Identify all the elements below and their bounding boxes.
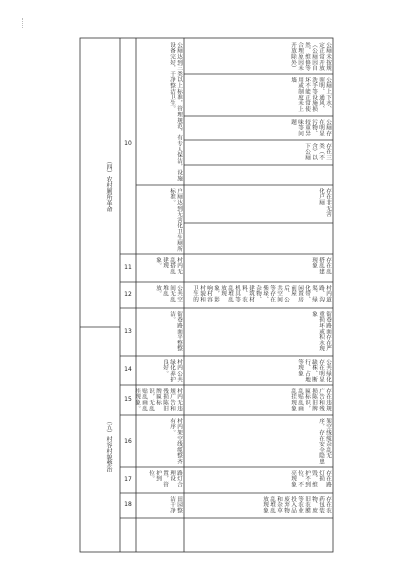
deduction-note: 村内道路、沟渠、绿化带、闲置房前屋后、公共空间等存在柴垛、杂物、建筑材料、农机具等乱堆乱放现象，影响村容村貌和卫生的: [192, 285, 331, 303]
standard-text: [138, 521, 182, 550]
standard-text: 村内架空线缆整齐有序。: [169, 418, 182, 465]
standard-text: 公共空间无乱堆乱放。: [155, 285, 182, 303]
standard-text: 田园整洁干净: [169, 496, 182, 514]
deduction-note: 公厕存在明显污物、较重异味等问题: [290, 119, 331, 137]
row-number: 10: [124, 140, 132, 147]
deduction-note: 存在乱搭乱建现象: [311, 257, 331, 275]
category-village-appearance: （五）村容村貌整治: [105, 418, 112, 472]
category-rural-toilet: （四）农村厕所革命: [105, 158, 112, 212]
deduction-note: 存在路灯损毁、维护不到位、不亮现象: [290, 470, 331, 488]
deduction-note: 架空线缆杂乱无序，存在安全隐患: [318, 418, 331, 465]
deduction-note: [186, 521, 331, 550]
deduction-note: 公厕上下水、照明、通风、洗手等设施损坏不能正常使用或制度未上墙: [290, 77, 331, 112]
deduction-note: 存在农药包装物、废旧农膜等农业投入品废弃物和杂草乱堆乱放现象: [262, 496, 331, 514]
deduction-note: 存在三类（不含）以下公厕: [304, 143, 331, 161]
standard-text: 路灯合理设置，管护到位。: [148, 470, 182, 488]
standard-text: 公厕达到三类以上标准，管理规范，有专人保洁，设施设备完好，干净整洁卫生。: [169, 42, 182, 182]
deduction-note: 存在违规广告和残损陈旧牌匾标识，乱贴乱画乱挂现象: [290, 388, 331, 412]
row-number: 15: [124, 396, 132, 403]
row-number: 12: [124, 291, 132, 298]
row-number: 14: [124, 366, 132, 373]
deduction-note: 存在非无害化户厕: [318, 188, 331, 217]
deduction-note: 公共绿化存在明显缺株、断行、占地等现象: [297, 359, 331, 383]
row-number: 11: [124, 264, 132, 271]
row-number: 18: [124, 501, 132, 508]
row-number: 16: [124, 438, 132, 445]
standard-text: 村内无违规广告和残损陈旧牌匾标识，无乱贴乱画乱挂现象。: [134, 388, 182, 412]
row-number: 13: [124, 328, 132, 335]
standard-text: 户厕达到无害化卫生厕所标准。: [169, 188, 182, 252]
deduction-note: 公厕未按规定正常开放（公厕因自然、维修等合理原因未开放除外）: [290, 42, 331, 71]
row-number: 17: [124, 476, 132, 483]
deduction-note: 街巷路面存在严重损坏或积水现象: [311, 311, 331, 352]
standard-text: 村内无乱搭乱建现象。: [155, 257, 182, 275]
standard-text: 村内公共绿化养护良好。: [162, 359, 182, 383]
standard-text: 街巷路面平整整洁。: [169, 311, 182, 352]
